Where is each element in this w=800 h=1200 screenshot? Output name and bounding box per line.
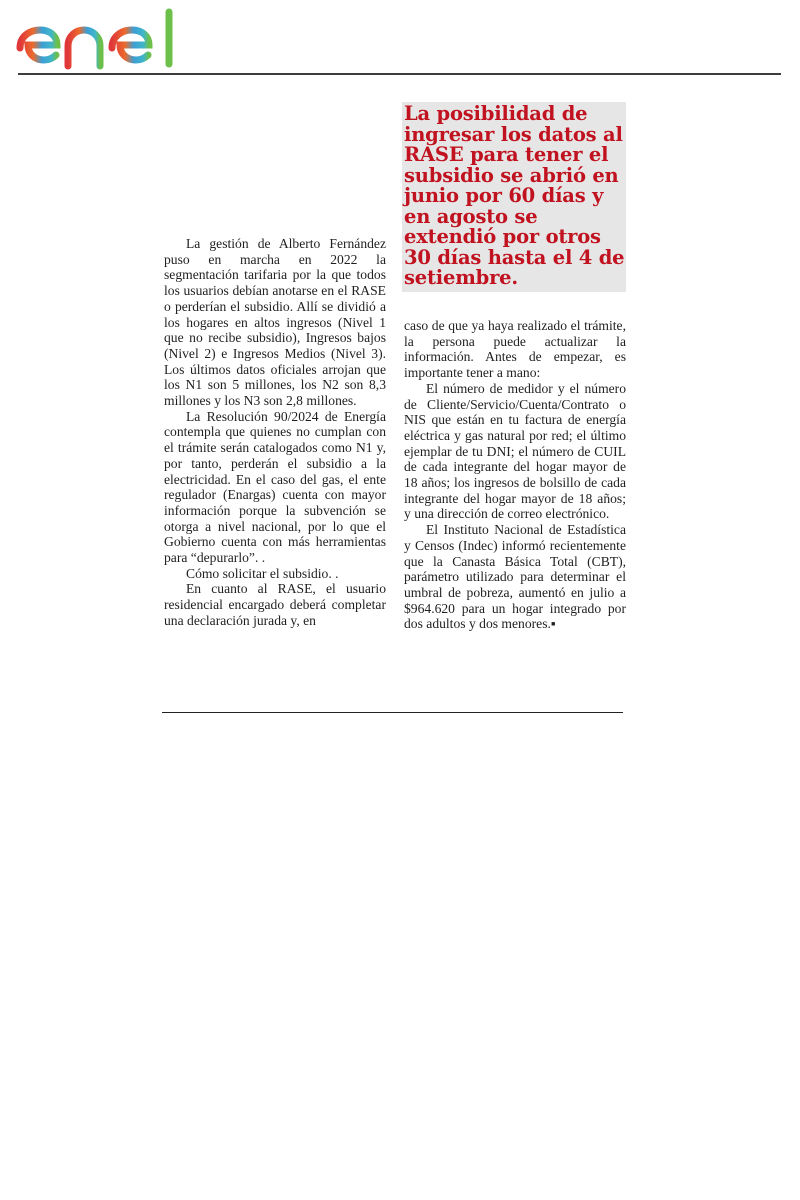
paragraph: La Resolución 90/2024 de Energía contempla que quienes no cumplan con el trámite serán catalogados como N1 y, por tanto, perderán el subsidio a la electricidad. En el caso del gas, el ente regulador (Enargas) cuenta con mayor información porque la subvención se otorga a nivel nacional, por lo que el Gobierno cuenta con más herramientas para “depurarlo”. . — [164, 408, 386, 566]
paragraph: La gestión de Alberto Fernández puso en marcha en 2022 la segmentación tarifaria por la que todos los usuarios debían anotarse en el RASE o perderían el subsidio. Allí se dividió a los hogares en altos ingresos (Nivel 1 que no recibe subsidio), Ingresos bajos (Nivel 2) e Ingresos Medios (Nivel 3). Los últimos datos oficiales arrojan que los N1 son 5 millones, los N2 son 8,3 millones y los N3 son 2,8 millones. — [164, 236, 386, 409]
subheading: Cómo solicitar el subsidio. . — [186, 565, 339, 581]
paragraph: El número de medidor y el número de Cliente/Servicio/Cuenta/Contrato o NIS que están en tu factura de energía eléctrica y gas natural por red; el último ejemplar de tu DNI; el número de CUIL de cada integrante del hogar mayor de 18 años; los ingresos de bolsillo de cada integrante del hogar mayor de 18 años; y una dirección de correo electrónico. — [404, 380, 626, 522]
enel-logo-mark — [16, 8, 180, 70]
paragraph: En cuanto al RASE, el usuario residencial encargado deberá completar una declaración jurada y, en — [164, 581, 386, 628]
paragraph: caso de que ya haya realizado el trámite, la persona puede actualizar la información. Antes de empezar, es importante tener a mano: — [404, 318, 626, 381]
article-column-right — [404, 318, 626, 632]
header-divider — [18, 73, 781, 75]
enel-logo — [16, 8, 180, 70]
article-column-left — [164, 236, 386, 629]
page-header — [0, 0, 800, 76]
paragraph: El Instituto Nacional de Estadística y Censos (Indec) informó recientemente que la Canasta Básica Total (CBT), parámetro utilizado para determinar el umbral de pobreza, aumentó en julio a $964.620 para un hogar integrado por dos adultos y dos menores.▪ — [404, 522, 626, 632]
newspaper-clipping — [162, 96, 628, 682]
article-headline: La posibilidad de ingresar los datos al RASE para tener el subsidio se abrió en junio por 60 días y en agosto se extendió por otros 30 días hasta el 4 de setiembre. — [404, 102, 625, 289]
clipping-divider — [162, 712, 623, 713]
